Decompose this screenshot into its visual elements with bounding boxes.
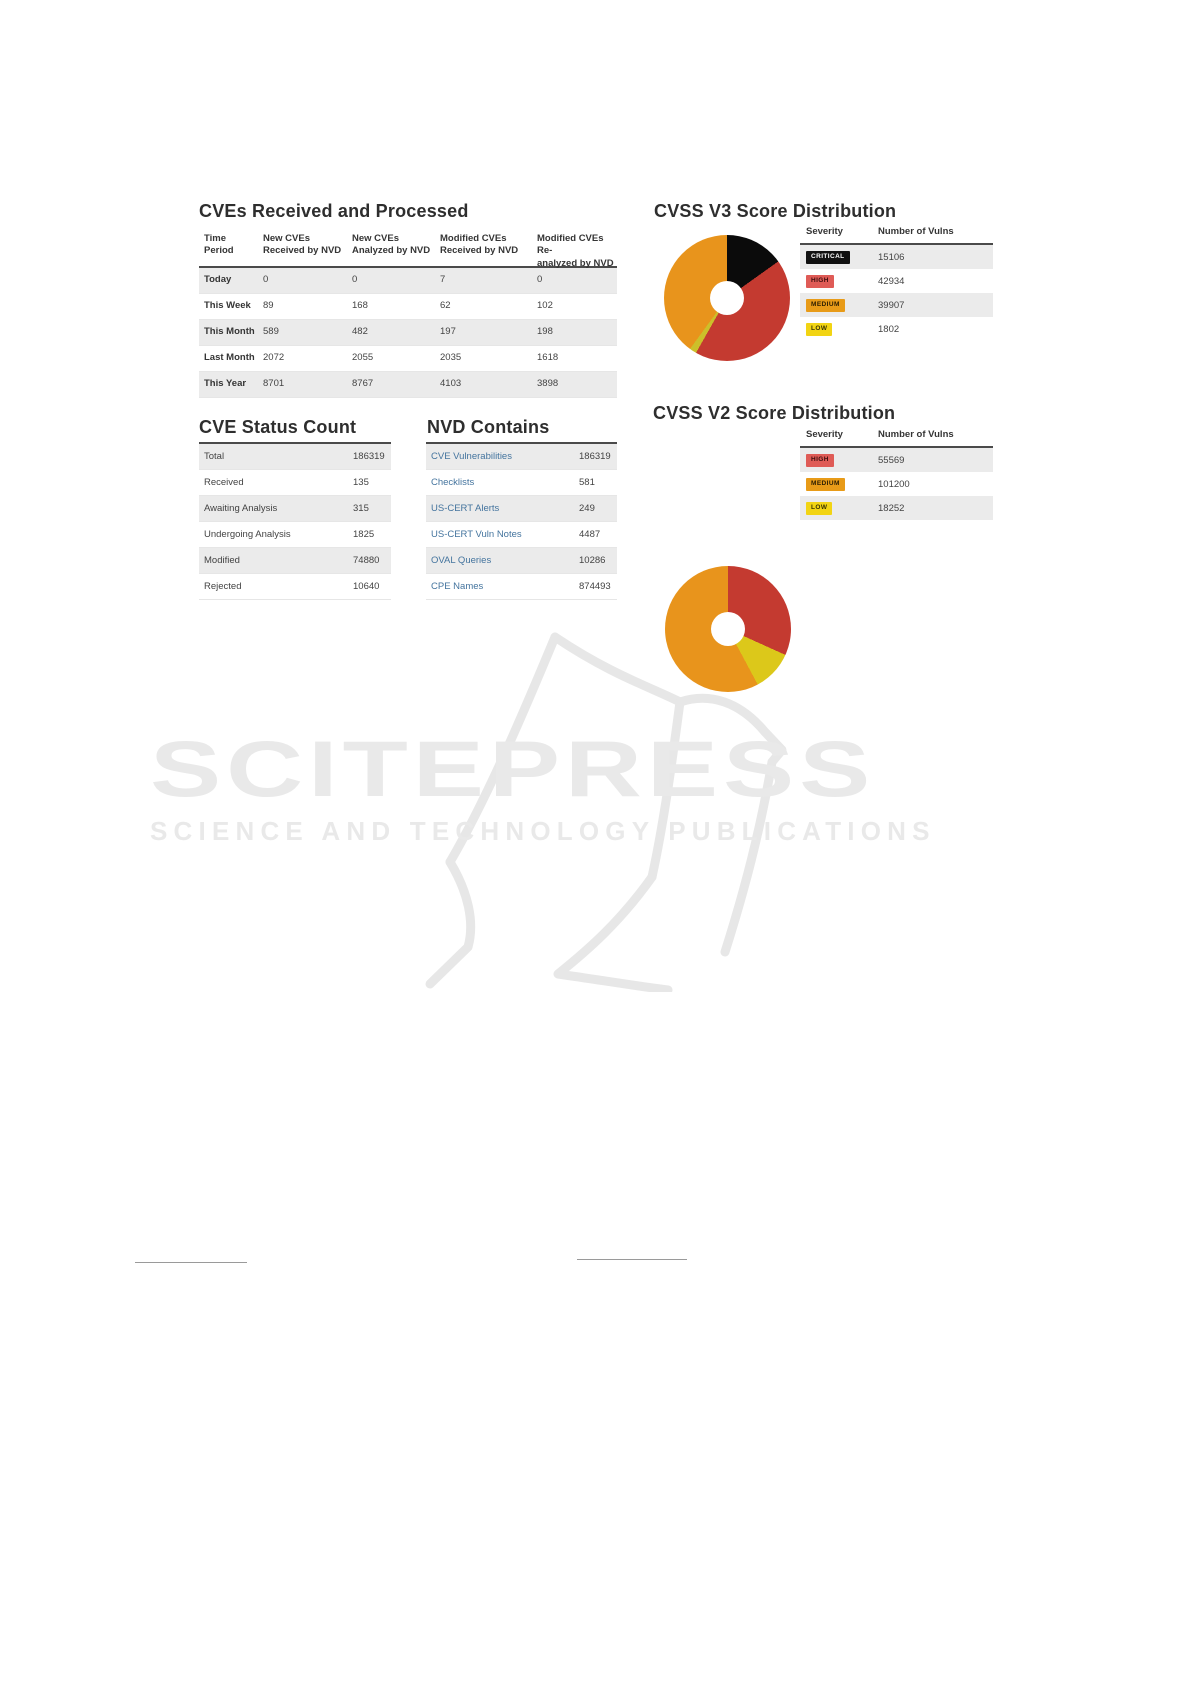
nvd-contains-table [426,442,617,600]
cves-received-table [199,226,617,398]
cell-value: 2055 [352,352,374,364]
cell-value: 4487 [579,529,601,540]
table-row [426,548,617,574]
cvss-v3-title: CVSS V3 Score Distribution [654,201,897,221]
severity-badge-cell [800,501,878,515]
footnote-rule-right [577,1259,687,1260]
cell-value: 74880 [353,555,380,566]
severity-badge-cell [800,322,878,336]
severity-badge-cell [800,477,878,491]
table-row [199,320,617,346]
row-label-cell [426,555,579,566]
column-header: Modified CVEs Received by NVD [440,233,519,257]
cvss-v2-severity-table [800,425,993,520]
cell-value: 589 [263,326,279,338]
severity-row [800,269,993,293]
severity-row [800,317,993,341]
severity-table-header [800,425,993,448]
cell-value: 2035 [440,352,462,364]
vuln-count: 39907 [878,299,905,311]
row-label-cell [199,581,353,592]
vuln-count: 101200 [878,478,910,490]
severity-badge: HIGH [806,275,834,289]
cves-received-title: CVEs Received and Processed [199,201,469,221]
cell-value: 135 [353,477,369,488]
severity-badge-cell [800,298,878,312]
cell-value: 186319 [579,451,611,462]
cell-value: 10640 [353,581,380,592]
row-label-cell [199,503,353,514]
row-label-cell [426,529,579,540]
vulns-column-header: Number of Vulns [878,226,954,237]
table-row [199,548,391,574]
cell-value: 1825 [353,529,375,540]
cvss-v2-pie-chart [665,566,791,692]
table-row [199,444,391,470]
table-row [199,294,617,320]
row-label: This Week [204,300,251,312]
watermark-wordmark: SCITEPRESS [150,724,876,814]
row-label: Undergoing Analysis [204,529,291,540]
severity-column-header: Severity [806,429,843,440]
nvd-link[interactable]: Checklists [431,477,475,488]
nvd-link[interactable]: OVAL Queries [431,555,492,566]
nvd-link[interactable]: CVE Vulnerabilities [431,451,512,462]
severity-row [800,472,993,496]
nvd-link[interactable]: US-CERT Alerts [431,503,500,514]
donut-hole [711,612,745,646]
table-row [199,522,391,548]
table-row [426,470,617,496]
severity-row [800,293,993,317]
cell-value: 8767 [352,378,374,390]
column-header: Modified CVEs Re- analyzed by NVD [537,233,614,269]
row-label-cell [426,581,579,592]
cell-value: 8701 [263,378,285,390]
table-row [199,470,391,496]
table-row [199,574,391,600]
row-label: Awaiting Analysis [204,503,278,514]
table-row [426,496,617,522]
severity-badge: LOW [806,323,832,337]
nvd-contains-title: NVD Contains [427,417,550,437]
cell-value: 4103 [440,378,462,390]
row-label: Rejected [204,581,242,592]
column-header: New CVEs Received by NVD [263,233,342,257]
footnote-rule-left [135,1262,247,1263]
cell-value: 3898 [537,378,559,390]
row-label: Last Month [204,352,255,364]
cell-value: 482 [352,326,368,338]
row-label-cell [199,555,353,566]
cell-value: 168 [352,300,368,312]
cell-value: 89 [263,300,274,312]
table-row [426,444,617,470]
cve-status-title: CVE Status Count [199,417,357,437]
severity-row [800,448,993,472]
cell-value: 7 [440,274,446,286]
cell-value: 0 [537,274,543,286]
severity-badge: CRITICAL [806,251,850,265]
cell-value: 874493 [579,581,611,592]
cvss-v3-severity-table [800,222,993,341]
cell-value: 249 [579,503,595,514]
table-row [199,268,617,294]
cell-value: 186319 [353,451,385,462]
cell-value: 197 [440,326,456,338]
column-header: Time Period [204,233,234,257]
vulns-column-header: Number of Vulns [878,429,954,440]
cvss-v3-pie-chart [664,235,790,361]
row-label: Total [204,451,225,462]
row-label: Received [204,477,244,488]
row-label-cell [426,477,579,488]
table-row [199,372,617,398]
watermark-tagline: SCIENCE AND TECHNOLOGY PUBLICATIONS [150,816,936,846]
cell-value: 62 [440,300,451,312]
vuln-count: 55569 [878,454,905,466]
severity-row [800,496,993,520]
row-label-cell [426,451,579,462]
table-row [199,496,391,522]
nvd-link[interactable]: CPE Names [431,581,484,592]
row-label: Today [204,274,232,286]
row-label-cell [199,477,353,488]
table-header-row [199,226,617,268]
severity-badge-cell [800,250,878,264]
row-label: This Year [204,378,247,390]
cell-value: 10286 [579,555,606,566]
row-label-cell [199,451,353,462]
cvss-v2-title: CVSS V2 Score Distribution [653,403,896,423]
cell-value: 315 [353,503,369,514]
severity-badge: MEDIUM [806,299,845,313]
vuln-count: 15106 [878,251,905,263]
severity-row [800,245,993,269]
severity-column-header: Severity [806,226,843,237]
cell-value: 1618 [537,352,559,364]
cell-value: 0 [263,274,269,286]
cell-value: 198 [537,326,553,338]
table-row [199,346,617,372]
vuln-count: 42934 [878,275,905,287]
cell-value: 0 [352,274,358,286]
severity-badge: HIGH [806,454,834,468]
severity-badge: LOW [806,502,832,516]
table-row [426,574,617,600]
cell-value: 581 [579,477,595,488]
severity-badge-cell [800,453,878,467]
column-header: New CVEs Analyzed by NVD [352,233,431,257]
severity-badge: MEDIUM [806,478,845,492]
row-label: This Month [204,326,255,338]
cell-value: 2072 [263,352,285,364]
row-label-cell [426,503,579,514]
vuln-count: 18252 [878,502,905,514]
severity-table-header [800,222,993,245]
cve-status-table [199,442,391,600]
cell-value: 102 [537,300,553,312]
nvd-link[interactable]: US-CERT Vuln Notes [431,529,522,540]
donut-hole [710,281,744,315]
row-label-cell [199,529,353,540]
vuln-count: 1802 [878,323,900,335]
row-label: Modified [204,555,240,566]
severity-badge-cell [800,274,878,288]
table-row [426,522,617,548]
